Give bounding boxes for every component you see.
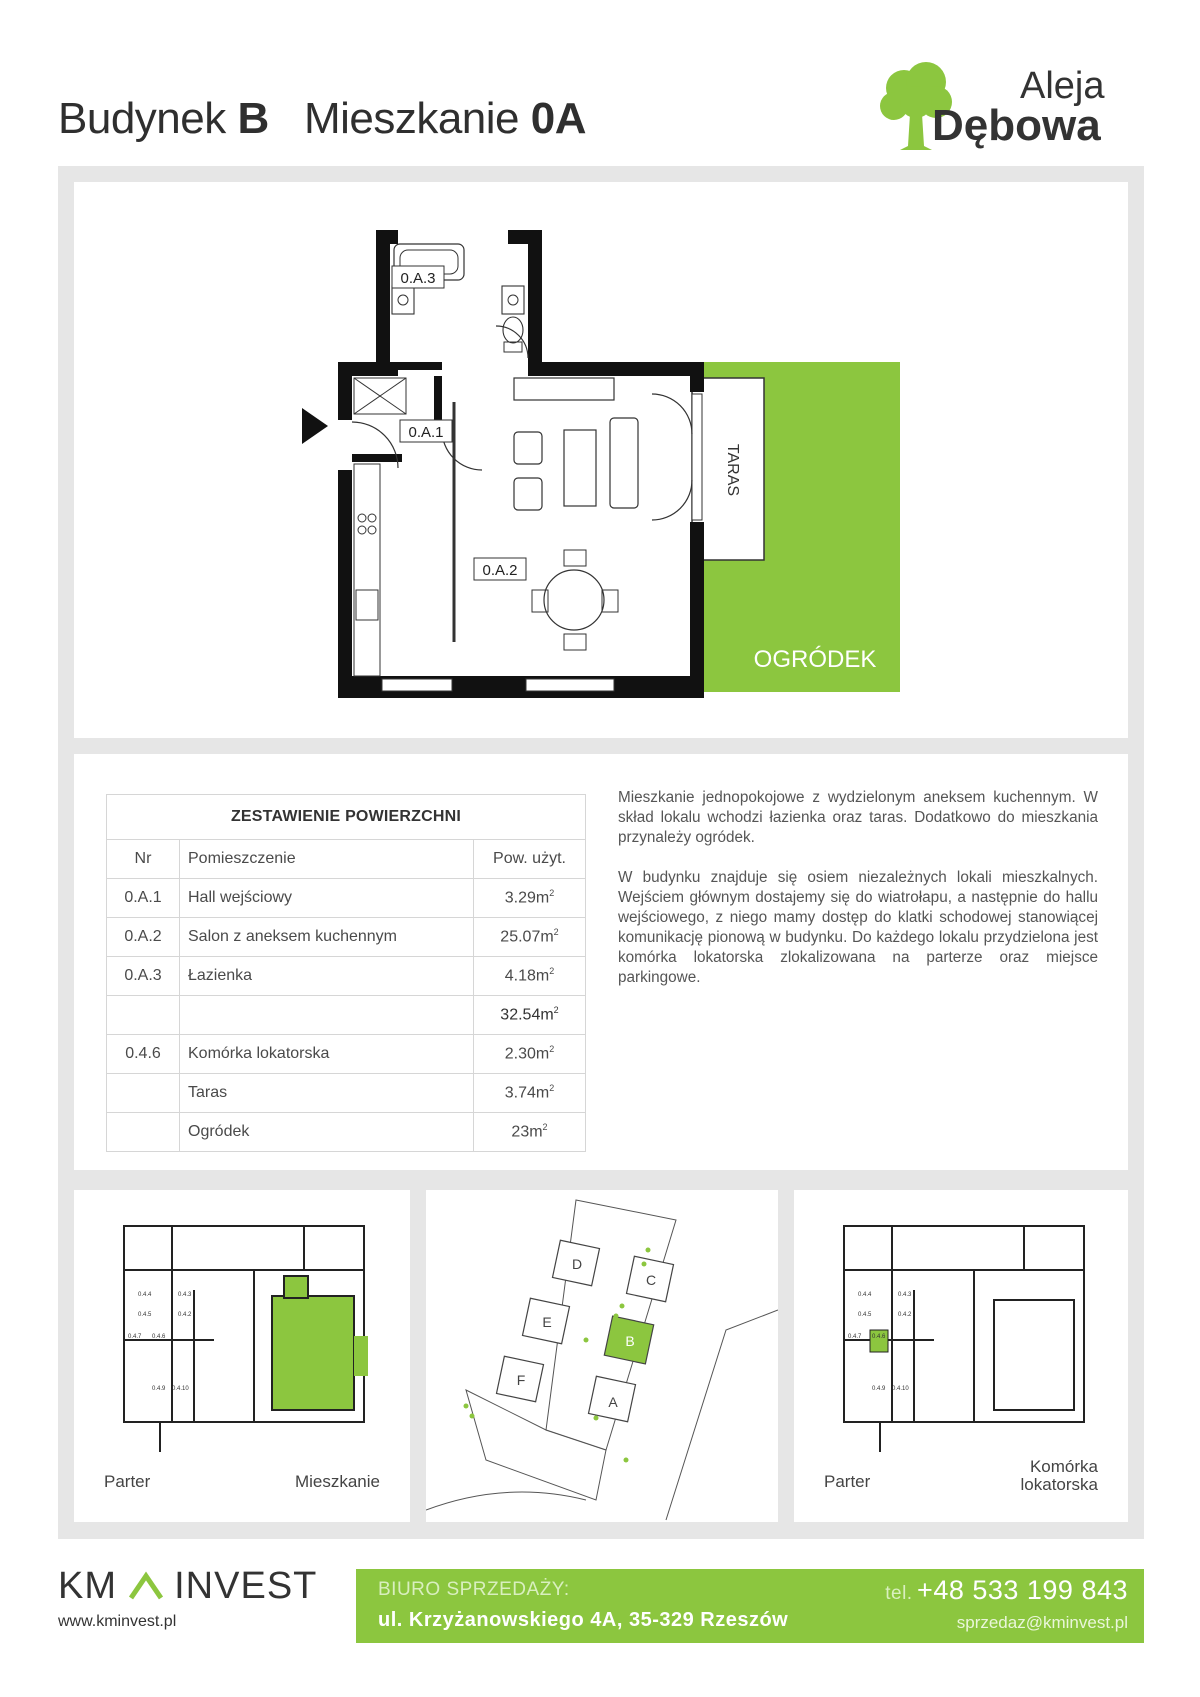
tree-icon [870,58,1160,158]
terrace-label: TARAS [724,443,741,497]
email-link[interactable]: sprzedaz@kminvest.pl [956,1613,1128,1632]
svg-text:0.4.9: 0.4.9 [152,1386,166,1392]
site-plan [426,1190,778,1522]
row-area: $23m^2$ [474,1113,586,1152]
svg-text:0.4.4: 0.4.4 [858,1292,872,1298]
row-name: Taras [180,1074,474,1113]
svg-text:0.4.2: 0.4.2 [898,1312,912,1318]
description-p2: W budynku znajduje się osiem niezależnych lokali mieszkalnych. Wejściem głównym dostajemy się do wiatrołapu, a następnie do hallu wejściowego, z niego mamy dostęp do klatki schodowej stanowiącej komunikację pionową w budynku. Do każdego lokalu przydzielona jest komórka lokatorska zlokalizowana na parterze oraz miejsce parkingowe. [618,869,1098,986]
row-nr [107,1113,180,1152]
col-header-room: Pomieszczenie [180,840,474,879]
page-title [58,94,586,144]
building-a-label: A [608,1394,618,1410]
svg-text:0.4.5: 0.4.5 [138,1312,152,1318]
floorplan-panel [74,182,1128,738]
row-name: Salon z aneksem kuchennym [180,918,474,957]
logo-line2: Dębowa [932,101,1101,150]
building-f-label: F [516,1372,526,1388]
building-c-label: C [645,1272,657,1288]
svg-text:0.4.3: 0.4.3 [178,1292,192,1298]
row-nr: 0.A.1 [107,879,180,918]
thumb-parter-storage [794,1190,1128,1522]
sales-office-bar [356,1569,1144,1643]
svg-text:0.4.6: 0.4.6 [872,1334,886,1340]
row-nr: 0.A.2 [107,918,180,957]
svg-text:0.4.4: 0.4.4 [138,1292,152,1298]
km-invest-logo: KM INVEST [58,1565,318,1607]
office-address: ul. Krzyżanowskiego 4A, 35-329 Rzeszów [378,1609,789,1631]
table-row [107,1113,586,1152]
row-name: Hall wejściowy [180,879,474,918]
office-label: BIURO SPRZEDAŻY: [378,1579,570,1600]
room-label-0a2: 0.A.2 [482,562,518,579]
row-name: Ogródek [180,1113,474,1152]
row-area: $2.30m^2$ [474,1035,586,1074]
caption-komorka: Komórka lokatorska [1020,1457,1098,1494]
flat-value: 0A [530,94,587,143]
floorplan [74,182,1128,738]
building-b-label: B [625,1333,635,1349]
description-p1: Mieszkanie jednopokojowe z wydzielonym aneksem kuchennym. W skład lokalu wchodzi łazienka oraz taras. Dodatkowo do mieszkania przynależy ogródek. [618,789,1098,846]
table-row [107,879,586,918]
entrance-arrow-icon [302,408,328,444]
building-value: B [237,94,269,143]
svg-text:0.4.6: 0.4.6 [152,1334,166,1340]
svg-text:0.4.7: 0.4.7 [848,1334,862,1340]
row-nr: 0.4.6 [107,1035,180,1074]
building-e-label: E [542,1314,552,1330]
row-area: $4.18m^2$ [474,957,586,996]
caption-parter-right: Parter [824,1472,871,1491]
total-area: $32.54m^2$ [474,996,586,1035]
row-area: $25.07m^2$ [474,918,586,957]
room-label-0a3: 0.A.3 [400,270,436,287]
table-row [107,1035,586,1074]
svg-text:0.4.9: 0.4.9 [872,1386,886,1392]
description [618,788,1098,1008]
svg-text:0.4.2: 0.4.2 [178,1312,192,1318]
row-nr: 0.A.3 [107,957,180,996]
garden-label: OGRÓDEK [753,646,877,673]
wall [376,230,390,370]
row-name: Łazienka [180,957,474,996]
thumb-site-plan [426,1190,778,1522]
row-area: $3.74m^2$ [474,1074,586,1113]
svg-text:0.4.3: 0.4.3 [898,1292,912,1298]
caption-parter-left: Parter [104,1472,151,1491]
col-header-nr: Nr [107,840,180,879]
table-row [107,957,586,996]
flat-label: Mieszkanie [303,94,520,143]
svg-text:0.4.10: 0.4.10 [892,1386,909,1392]
col-header-area: Pow. użyt. [474,840,586,879]
room-label-0a1: 0.A.1 [408,424,444,441]
svg-text:0.4.5: 0.4.5 [858,1312,872,1318]
building-d-label: D [571,1256,583,1272]
svg-text:0.4.10: 0.4.10 [172,1386,189,1392]
thumb-parter-flat [74,1190,410,1522]
row-name [180,996,474,1035]
aleja-debowa-logo [870,58,1160,158]
roof-icon [129,1570,163,1600]
area-table [106,794,586,1152]
caption-mieszkanie: Mieszkanie [294,1472,380,1491]
row-name: Komórka lokatorska [180,1035,474,1074]
row-area: $3.29m^2$ [474,879,586,918]
table-row [107,1074,586,1113]
table-total-row [107,996,586,1035]
website-link[interactable]: www.kminvest.pl [58,1613,177,1630]
area-table-title: ZESTAWIENIE POWIERZCHNI [107,795,586,840]
table-header-row [107,840,586,879]
svg-text:0.4.7: 0.4.7 [128,1334,142,1340]
row-nr [107,1074,180,1113]
row-nr [107,996,180,1035]
table-row [107,918,586,957]
phone[interactable]: tel. +48 533 199 843 [885,1575,1128,1605]
building-label: Budynek [58,94,226,143]
logo-line1: Aleja [1020,65,1105,107]
